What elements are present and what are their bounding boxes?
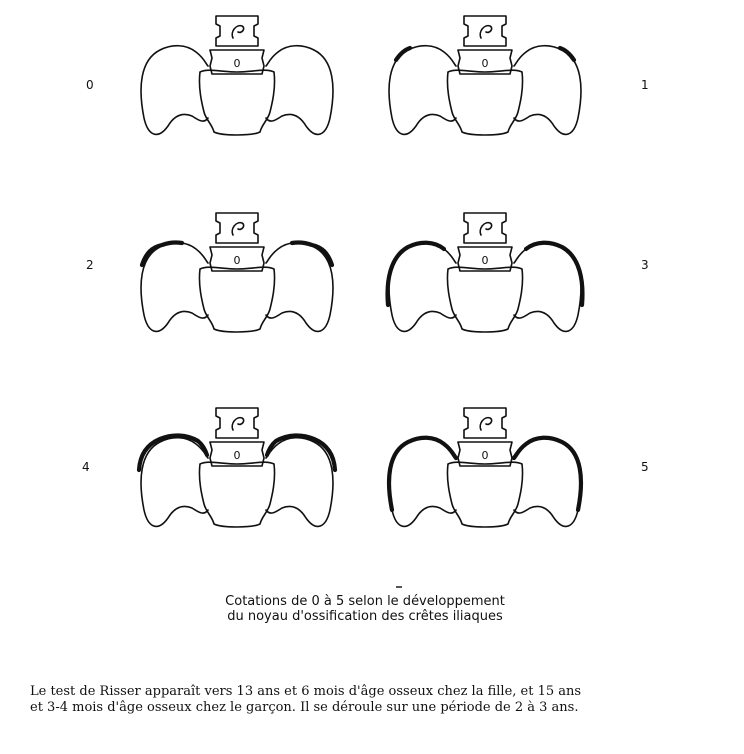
left-iliac-wing xyxy=(141,46,208,135)
note-line-1: Le test de Risser apparaît vers 13 ans et 6 mois d'âge osseux chez la fille, et 15 ans xyxy=(30,684,582,699)
apophysis-left xyxy=(388,243,444,305)
apophysis-right xyxy=(292,242,332,265)
upper-vertebra xyxy=(464,213,506,243)
right-iliac-wing xyxy=(266,46,333,135)
upper-vertebra xyxy=(464,408,506,438)
apophysis-right xyxy=(514,438,581,510)
left-iliac-wing xyxy=(141,243,208,332)
grade-label-2: 2 xyxy=(86,258,94,272)
apophysis-right xyxy=(526,243,582,305)
apophysis-left xyxy=(396,48,410,60)
apophysis-right xyxy=(267,435,335,470)
sacrum xyxy=(447,70,522,135)
vertebra-digit: 0 xyxy=(481,57,489,70)
caption-line-1: Cotations de 0 à 5 selon le développement xyxy=(225,594,505,609)
risser-note xyxy=(30,684,732,716)
sacrum xyxy=(199,70,274,135)
right-iliac-wing xyxy=(266,438,333,527)
upper-vertebra xyxy=(216,213,258,243)
caption-line-2: du noyau d'ossification des crêtes iliaques xyxy=(227,609,503,624)
vertebra-digit: 0 xyxy=(233,449,241,462)
grade-label-1: 1 xyxy=(641,78,649,92)
spinal-canal-mark xyxy=(480,223,491,235)
apophysis-right xyxy=(560,48,574,60)
grade-label-3: 3 xyxy=(641,258,649,272)
vertebra-digit: 0 xyxy=(481,449,489,462)
grade-label-5: 5 xyxy=(641,460,649,474)
pelvis-grade-0 xyxy=(112,8,362,178)
spinal-canal-mark xyxy=(232,418,243,430)
apophysis-left xyxy=(389,438,456,510)
sacrum xyxy=(199,267,274,332)
apophysis-left xyxy=(139,435,207,470)
note-line-2: et 3-4 mois d'âge osseux chez le garçon. Il se déroule sur une période de 2 à 3 ans. xyxy=(30,700,579,715)
pelvis-grade-5 xyxy=(360,400,610,570)
pelvis-grade-1 xyxy=(360,8,610,178)
spinal-canal-mark xyxy=(232,223,243,235)
upper-vertebra xyxy=(216,408,258,438)
figure-caption xyxy=(150,594,580,624)
vertebra-digit: 0 xyxy=(233,254,241,267)
vertebra-digit: 0 xyxy=(481,254,489,267)
apophysis-left xyxy=(142,242,182,265)
spinal-canal-mark xyxy=(480,418,491,430)
pelvis-grade-3 xyxy=(360,205,610,375)
right-iliac-wing xyxy=(266,243,333,332)
sacrum xyxy=(447,462,522,527)
sacrum xyxy=(199,462,274,527)
grade-label-0: 0 xyxy=(86,78,94,92)
upper-vertebra xyxy=(464,16,506,46)
sacrum xyxy=(447,267,522,332)
caption-tick-mark xyxy=(396,586,402,588)
pelvis-grade-4 xyxy=(112,400,362,570)
pelvis-grade-2 xyxy=(112,205,362,375)
vertebra-digit: 0 xyxy=(233,57,241,70)
spinal-canal-mark xyxy=(480,26,491,38)
upper-vertebra xyxy=(216,16,258,46)
left-iliac-wing xyxy=(141,438,208,527)
grade-label-4: 4 xyxy=(82,460,90,474)
spinal-canal-mark xyxy=(232,26,243,38)
